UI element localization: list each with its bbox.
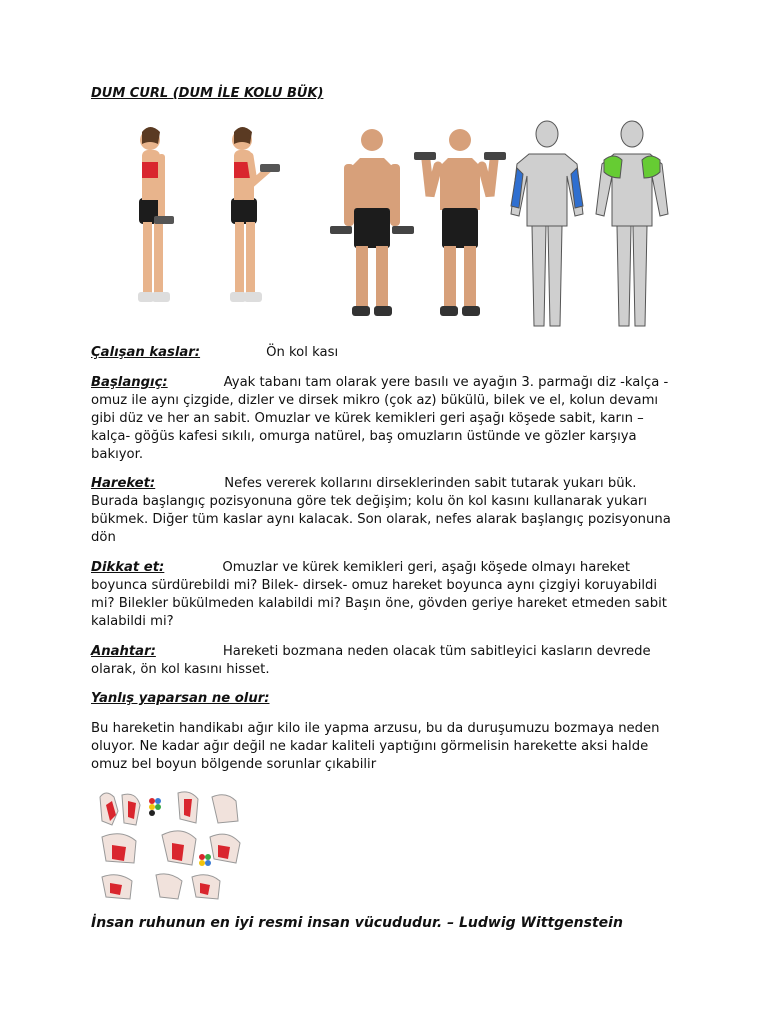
calisan-kaslar-text: Ön kol kası <box>266 345 339 360</box>
page-title: DUM CURL (DUM İLE KOLU BÜK) <box>91 86 324 101</box>
anatomy-front-image <box>511 121 583 326</box>
anatomy-back-image <box>596 121 668 326</box>
anahtar-label: Anahtar: <box>91 644 156 659</box>
exercise-figure-strip <box>92 118 672 336</box>
anahtar-section <box>91 643 676 679</box>
calisan-kaslar-label: Çalışan kaslar: <box>91 345 201 360</box>
woman-start-position-image <box>138 127 174 302</box>
yanlis-heading <box>91 690 676 708</box>
quote: İnsan ruhunun en iyi resmi insan vücududur. – Ludwig Wittgenstein <box>91 915 623 931</box>
man-start-position-image <box>330 129 414 316</box>
baslangic-label: Başlangıç: <box>91 375 168 390</box>
calisan-kaslar-section <box>91 344 676 362</box>
hareket-label: Hareket: <box>91 476 156 491</box>
dikkat-section <box>91 559 676 631</box>
anahtar-text: Hareketi bozmana neden olacak tüm sabitleyici kasların devrede olarak, ön kol kasını hisset. <box>91 644 651 677</box>
baslangic-text: Ayak tabanı tam olarak yere basılı ve ayağın 3. parmağı diz -kalça -omuz ile aynı çizgide, dizler ve dirsek mikro (çok az) bükülü, bilek ve el, kolun devamı gibi düz ve her an sabit. Omuzlar ve kürek kemikleri geri aşağı köşede sabit, karın –kalça- göğüs kafesi sıkılı, omurga natürel, baş omuzların üstünde ve gözler karşıya bakıyor. <box>91 375 669 462</box>
dikkat-label: Dikkat et: <box>91 560 165 575</box>
yanlis-text: Bu hareketin handikabı ağır kilo ile yapma arzusu, bu da duruşumuzu bozmaya neden oluyor. Ne kadar ağır değil ne kadar kaliteli yaptığını görmelisin harekette aksi halde omuz bel boyun bölgende sorunlar çıkabilir <box>91 721 660 772</box>
muscle-anatomy-illustration <box>92 787 252 905</box>
hareket-text: Nefes vererek kollarını dirseklerinden sabit tutarak yukarı bük. Burada başlangıç pozisyonuna göre tek değişim; kolu ön kol kasını kullanarak yukarı bükmek. Diğer tüm kaslar aynı kalacak. Son olarak, nefes alarak başlangıç pozisyonuna dön <box>91 476 671 545</box>
yanlis-label: Yanlış yaparsan ne olur: <box>91 691 270 706</box>
dikkat-text: Omuzlar ve kürek kemikleri geri, aşağı köşede olmayı hareket boyunca sürdürebildi mi? Bilek- dirsek- omuz hareket boyunca aynı çizgiyi koruyabildi mi? Bilekler bükülmeden kalabildi mi? Başın öne, gövden geriye hareket etmeden sabit kalabildi mi? <box>91 560 667 629</box>
hareket-section <box>91 475 676 547</box>
man-curl-position-image <box>414 129 506 316</box>
baslangic-section <box>91 374 676 464</box>
woman-curl-position-image <box>230 127 280 302</box>
